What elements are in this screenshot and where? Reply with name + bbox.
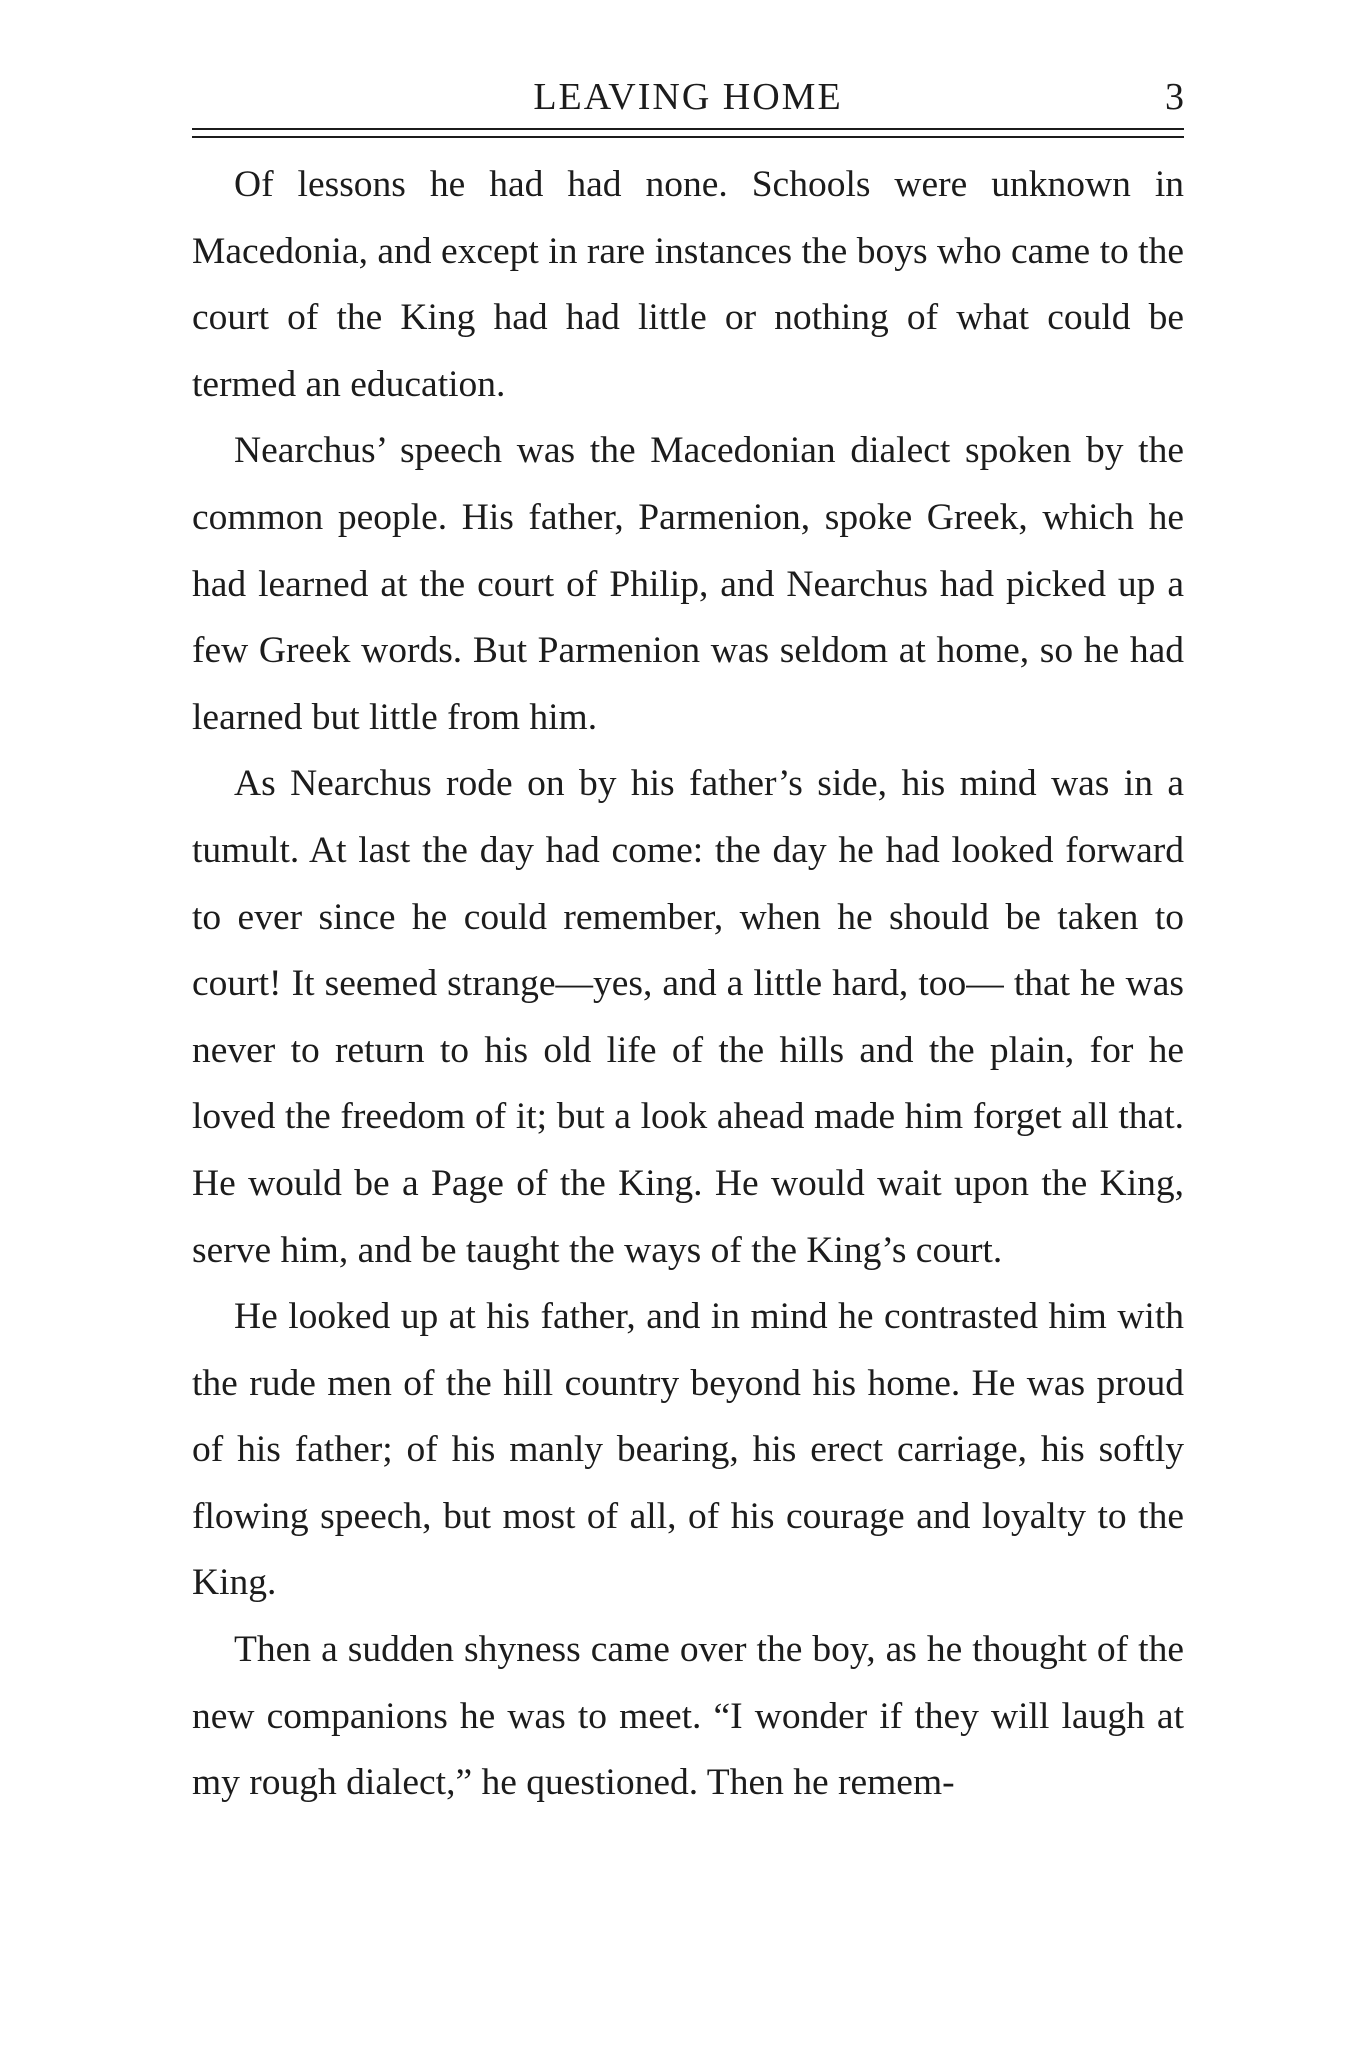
running-head (192, 0, 1184, 122)
chapter-title: LEAVING HOME (533, 76, 843, 118)
book-page (192, 0, 1184, 1804)
header-rule-bottom (192, 136, 1184, 138)
header-rule-top (192, 128, 1184, 130)
paragraph-4: He looked up at his father, and in mind he contrasted him with the rude men of the hill country beyond his home. He was proud of his father; of his manly bearing, his erect carriage, his softly flowing speech, but most of all, of his courage and loyalty to the King. (192, 1296, 1184, 1604)
body-text (192, 152, 1184, 1817)
paragraph-5: Then a sudden shyness came over the boy, as he thought of the new companions he was to meet. “I wonder if they will laugh at my rough dialect,” he questioned. Then he remem- (192, 1629, 1184, 1804)
paragraph-1: Of lessons he had had none. Schools were unknown in Macedonia, and except in rare instances the boys who came to the court of the King had had little or nothing of what could be termed an education. (192, 164, 1184, 405)
paragraph-3: As Nearchus rode on by his father’s side, his mind was in a tumult. At last the day had come: the day he had looked forward to ever since he could remember, when he should be taken to court! It seemed strange—yes, and a little hard, too— that he was never to return to his old life of the hills and the plain, for he loved the freedom of it; but a look ahead made him forget all that. He would be a Page of the King. He would wait upon the King, serve him, and be taught the ways of the King’s court. (192, 763, 1184, 1271)
page-number: 3 (1165, 76, 1184, 118)
paragraph-2: Nearchus’ speech was the Macedonian dialect spoken by the common people. His father, Parmenion, spoke Greek, which he had learned at the court of Philip, and Nearchus had picked up a few Greek words. But Parmenion was seldom at home, so he had learned but little from him. (192, 430, 1184, 738)
